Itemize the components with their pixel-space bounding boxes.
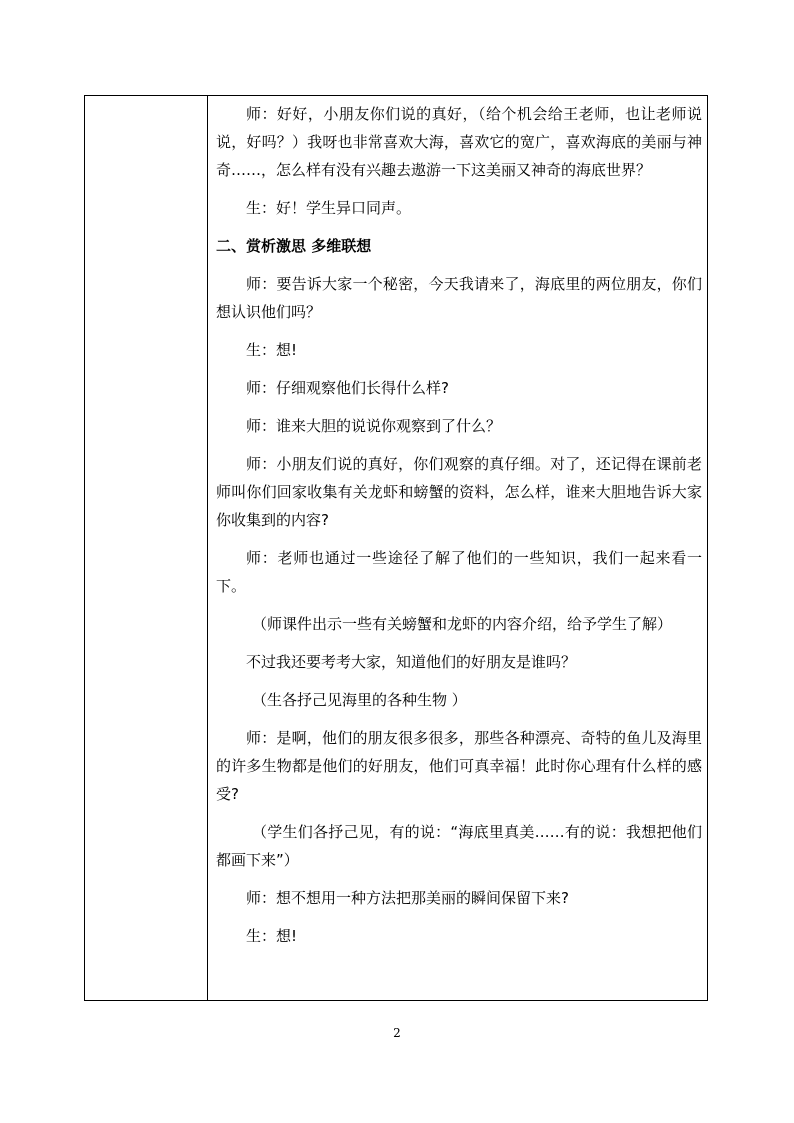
table-content-cell (216, 96, 702, 960)
paragraph: 师：是啊，他们的朋友很多很多，那些各种漂亮、奇特的鱼儿及海里的许多生物都是他们的好朋友，他们可真幸福！此时你心理有什么样的感受? (216, 729, 702, 803)
table-left-cell (85, 96, 207, 1000)
paragraph: 生：想! (246, 341, 298, 359)
paragraph: 生：想! (246, 927, 298, 945)
paragraph: 师：老师也通过一些途径了解了他们的一些知识，我们一起来看一下。 (216, 549, 702, 595)
paragraph: 师：想不想用一种方法把那美丽的瞬间保留下来? (246, 889, 569, 907)
parenthetical-note: （师课件出示一些有关螃蟹和龙虾的内容介绍，给予学生了解） (252, 615, 673, 633)
paragraph: 师：谁来大胆的说说你观察到了什么？ (246, 417, 502, 435)
paragraph: 师：仔细观察他们长得什么样? (246, 379, 449, 397)
paragraph: 生：好！学生异口同声。 (246, 199, 412, 217)
paragraph: 师：好好，小朋友你们说的真好，（给个机会给王老师，也让老师说说，好吗？）我呀也非常喜欢大海，喜欢它的宽广，喜欢海底的美丽与神奇……，怎么样有没有兴趣去遨游一下这美丽又神奇的海底世界？ (216, 105, 702, 179)
paragraph: 师：要告诉大家一个秘密，今天我请来了，海底里的两位朋友，你们想认识他们吗？ (216, 275, 702, 321)
table-column-divider (207, 96, 208, 1000)
parenthetical-note: （生各抒己见海里的各种生物 ） (252, 691, 467, 709)
section-heading: 二、赏析激思 多维联想 (216, 237, 372, 255)
lesson-table (84, 95, 708, 1001)
parenthetical-note: （学生们各抒己见，有的说：“海底里真美……有的说：我想把他们都画下来”） (216, 823, 702, 869)
paragraph: 不过我还要考考大家，知道他们的好朋友是谁吗？ (246, 653, 577, 671)
paragraph: 师：小朋友们说的真好，你们观察的真仔细。对了，还记得在课前老师叫你们回家收集有关龙虾和螃蟹的资料，怎么样，谁来大胆地告诉大家你收集到的内容? (216, 455, 702, 529)
page-number: 2 (393, 1026, 401, 1040)
